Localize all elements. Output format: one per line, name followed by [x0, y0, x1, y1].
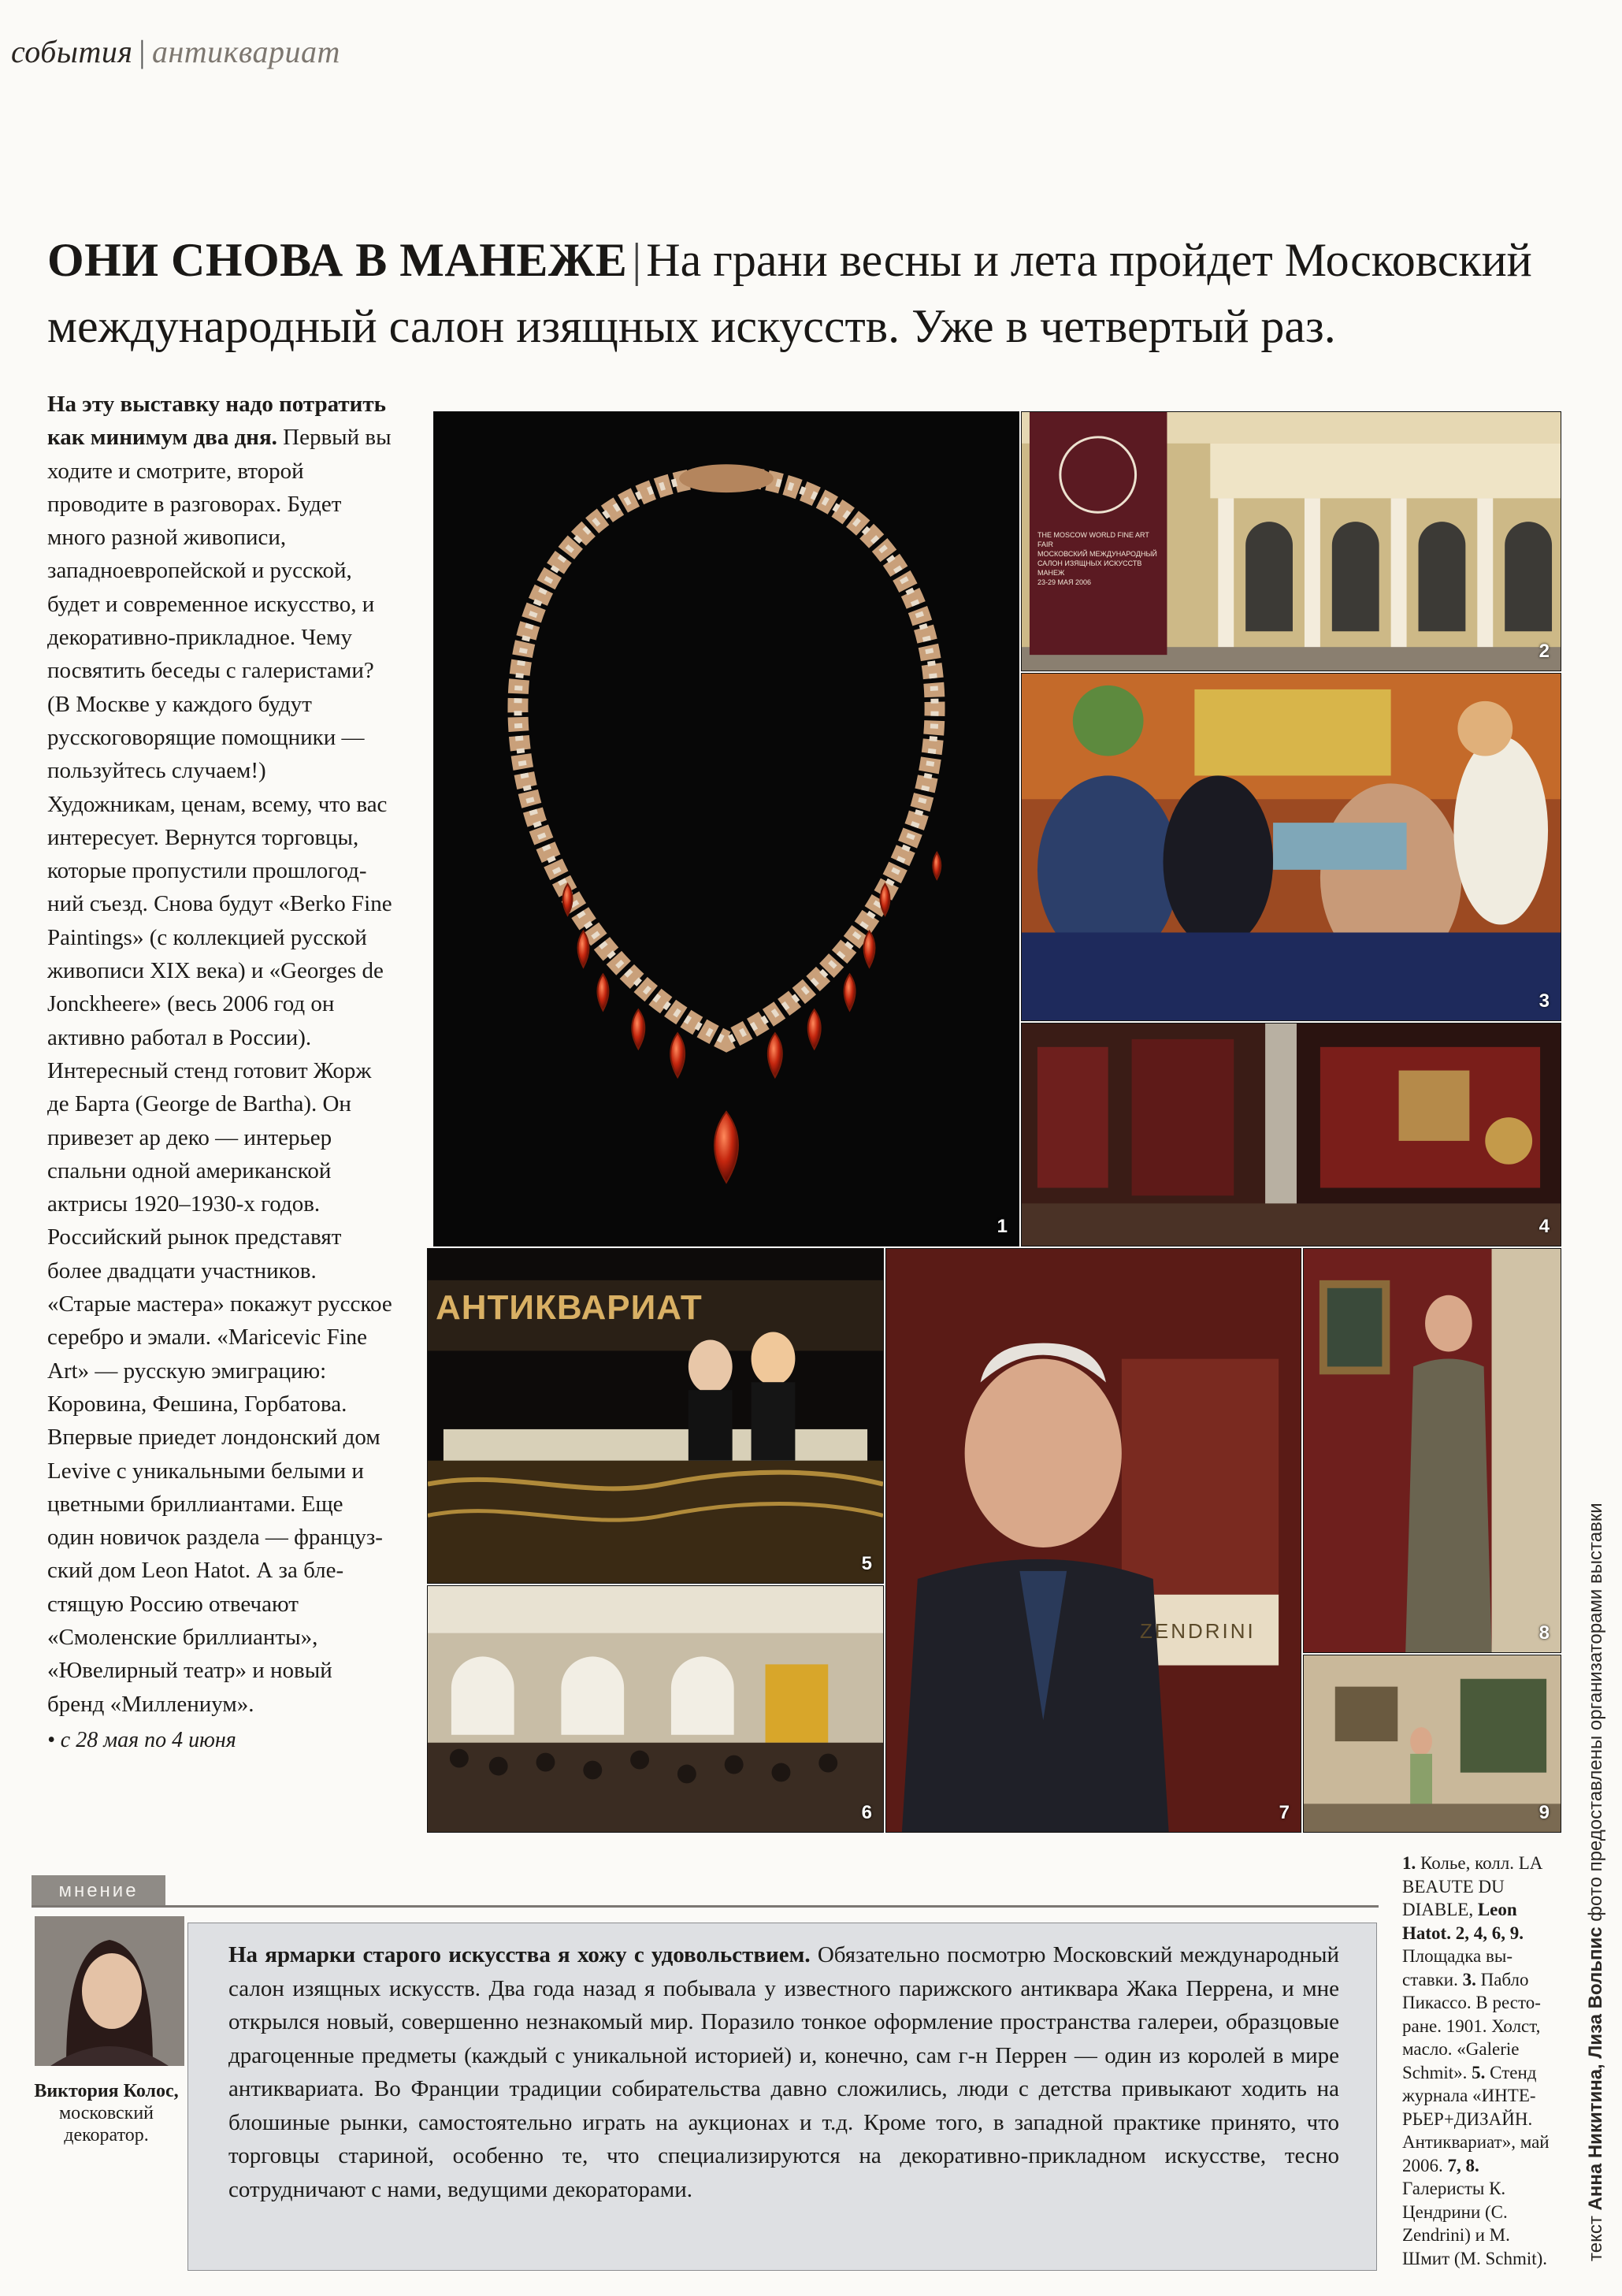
photo-number: 5 — [861, 1553, 872, 1574]
banner-subtitle: САЛОН ИЗЯЩНЫХ ИСКУССТВ — [1037, 559, 1142, 567]
caption-78-number: 7, 8. — [1447, 2155, 1479, 2175]
opinion-text — [228, 1938, 1339, 2206]
photo-crowd-hall — [427, 1585, 884, 1833]
author-credit — [32, 2080, 181, 2146]
opinion-divider — [32, 1905, 1379, 1908]
article-body — [47, 388, 394, 1757]
section-name: события — [11, 34, 133, 69]
headline-standfirst: На грани весны и лета пройдет Московский международный салон изящных искусств. Уже в четвертый раз. — [47, 234, 1532, 352]
photo-number: 2 — [1538, 641, 1550, 662]
necklace-illustration — [434, 412, 1019, 1246]
opinion-lead: На ярмарки старого искусства я хожу с удовольствием. — [228, 1942, 811, 1967]
caption-78-text: Галеристы К. Цендрини (C. Zendrini) и М. Шмит (M. Schmit). — [1402, 2179, 1548, 2268]
photo-exhibition-hall — [1021, 1023, 1561, 1246]
event-dates: • с 28 мая по 4 июня — [47, 1727, 236, 1752]
photo-number: 4 — [1538, 1216, 1550, 1237]
banner-dates: 23-29 МАЯ 2006 — [1037, 578, 1092, 586]
corner-illustration — [1304, 1655, 1561, 1832]
credit-photo-label: фото предоставлены организаторами выставки — [1585, 1503, 1606, 1922]
banner-title-en: THE MOSCOW WORLD FINE ART FAIR — [1037, 531, 1149, 548]
caption-1-brand: Leon Hatot. — [1402, 1900, 1517, 1943]
section-separator: | — [139, 34, 146, 69]
photo-number: 9 — [1538, 1802, 1550, 1823]
author-name: Виктория Колос, — [34, 2081, 179, 2101]
gallerist-illustration — [886, 1249, 1301, 1832]
credit-line — [1585, 1355, 1622, 2261]
caption-3-text: Пабло Пикассо. В ресторане. 1901. Холст, масло. «Galerie Schmit». — [1402, 1969, 1541, 2082]
photo-number: 6 — [861, 1802, 872, 1823]
headline-separator: | — [632, 234, 642, 286]
caption-2-text: Площадка выставки. — [1402, 1946, 1513, 1989]
opinion-tab: мнение — [32, 1875, 165, 1907]
caption-5-number: 5. — [1472, 2062, 1486, 2082]
photo-necklace — [433, 411, 1019, 1246]
schmit-illustration — [1304, 1249, 1561, 1652]
painting-illustration — [1022, 674, 1561, 1020]
subsection-name: антиквариат — [151, 34, 340, 69]
author-role: московский декоратор. — [58, 2103, 154, 2146]
caption-5-text: Стенд журнала «ИНТЕРЬЕР+ДИЗАЙН. Антиквариат», май 2006. — [1402, 2062, 1550, 2175]
photo-number: 3 — [1538, 990, 1550, 1012]
headline — [47, 227, 1583, 359]
headline-title: ОНИ СНОВА В МАНЕЖЕ — [47, 234, 628, 286]
credit-text-label: текст — [1585, 2216, 1606, 2261]
portrait-illustration — [35, 1916, 184, 2066]
stand-sign: АНТИКВАРИАТ — [436, 1288, 703, 1327]
photo-number: 8 — [1538, 1622, 1550, 1644]
banner-venue: МАНЕЖ — [1037, 569, 1065, 577]
article-text: Первый вы ходите и смотрите, второй проводите в разговорах. Будет много разной живописи, западноевропейской и русской, будет и современное искусство, и декоративно-прикладное. Чему посвятить беседы с галеристами? (В Москве у каждого будут русскоговорящие помощники — пользуйтесь случаем!) Художникам, ценам, всему, что вас интересует. Вернутся торговцы, которые пропустили прошлогодний съезд. Снова будут «Berko Fine Paintings» (с коллекцией русской живописи XIX века) и «Georges de Jonckheere» (весь 2006 год он активно работал в России). Интересный стенд готовит Жорж де Барта (George de Bartha). Он привезет ар деко — интерьер спальни одной американской актрисы 1920–1930-х годов. Российский рынок представят более двадцати участников. «Старые мастера» покажут русское серебро и эмали. «Maricevic Fine Art» — русскую эмиграцию: Коровина, Фешина, Горбатова. Впервые приедет лондонский дом Levive с уникальными белыми и цветными бриллиантами. Еще один новичок раздела — французский дом Leon Hatot. А за блестящую Россию отвечают «Смоленские бриллианты», «Ювелирный театр» и новый бренд «Миллениум». — [47, 425, 392, 1717]
section-label — [11, 33, 340, 70]
caption-3-number: 3. — [1462, 1969, 1476, 1989]
caption-1-text: Колье, колл. LA BEAUTE DU DIABLE, — [1402, 1853, 1542, 1919]
photo-exhibition-corner — [1303, 1655, 1561, 1833]
photo-number: 7 — [1279, 1802, 1290, 1823]
banner-title-ru: МОСКОВСКИЙ МЕЖДУНАРОДНЫЙ — [1037, 550, 1157, 558]
photo-captions — [1402, 1852, 1560, 2270]
photo-picasso-painting — [1021, 673, 1561, 1021]
author-portrait — [35, 1916, 184, 2066]
gallery-sign: ZENDRINI — [1140, 1619, 1256, 1643]
hall-illustration — [1022, 1024, 1561, 1246]
photo-number: 1 — [997, 1216, 1008, 1237]
photo-gallerist-zendrini — [885, 1248, 1301, 1833]
crowd-illustration — [428, 1586, 883, 1832]
fair-banner — [1037, 530, 1164, 587]
caption-1-number: 1. — [1402, 1853, 1416, 1873]
caption-2-number: 2, 4, 6, 9. — [1455, 1923, 1524, 1943]
credit-authors: Анна Никитина, Лиза Вольпис — [1585, 1926, 1606, 2211]
photo-magazine-stand — [427, 1248, 884, 1584]
article-lead: На эту выставку надо потратить как минимум два дня. — [47, 392, 386, 451]
photo-gallerist-schmit — [1303, 1248, 1561, 1653]
photo-manege-facade — [1021, 411, 1561, 671]
opinion-body: Обязательно посмотрю Московский международный салон изящных искусств. Два года назад я побывала у известного парижского антиквара Жака Перрена, и мне открылся новый, совершенно незнакомый мир. Поразило тонкое оформление пространства галереи, образцовые драгоценные предметы (каждый с уникальной историей) и, конечно, сам г-н Перрен — один из королей в мире антиквариата. Во Франции традиции собирательства давно сложились, люди с детства привыкают ходить на блошиные рынки, самостоятельно играть на аукционах и т.д. Кроме того, в западной практике принято, что торговцы стариной, особенно те, что специализируются на декоративно-прикладном искусстве, тесно сотрудничают с нами, ведущими декораторами. — [228, 1942, 1340, 2202]
